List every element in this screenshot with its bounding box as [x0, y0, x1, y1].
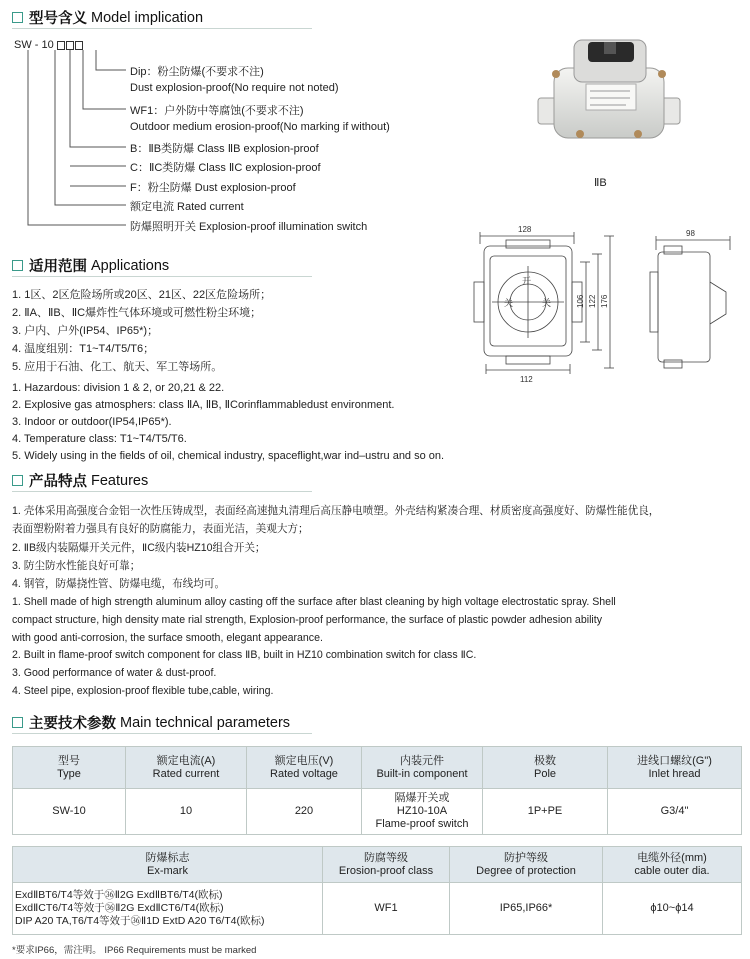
model-line: F：粉尘防爆 Dust explosion-proof — [130, 182, 296, 194]
app-cn-item: 1. 1区、2区危险场所或20区、21区、22区危险场所； — [12, 289, 272, 301]
header-current: 额定电流(A) Rated current — [126, 747, 247, 789]
app-en-item: 1. Hazardous: division 1 & 2, or 20,21 & 22. — [12, 382, 225, 394]
feature-cn-item: 3. 防尘防水性能良好可靠； — [12, 560, 141, 572]
model-line: C：ⅡC类防爆 Class ⅡC explosion-proof — [130, 162, 321, 174]
feature-en-item: 4. Steel pipe, explosion-proof flexible tube,cable, wiring. — [12, 685, 274, 697]
cell-erosion: WF1 — [323, 883, 450, 935]
app-cn-item: 4. 温度组别：T1~T4/T5/T6； — [12, 343, 155, 355]
section-title-applications: 适用范围 Applications — [12, 255, 169, 276]
model-line: 额定电流 Rated current — [130, 201, 244, 213]
section-title-features: 产品特点 Features — [12, 470, 148, 491]
checkbox-icon — [12, 475, 23, 486]
app-cn-item: 2. ⅡA、ⅡB、ⅡC爆炸性气体环境或可燃性粉尘环境； — [12, 307, 262, 319]
cell-type: SW-10 — [13, 789, 126, 835]
params-table-2 — [12, 846, 742, 935]
dim-98: 98 — [686, 229, 695, 238]
header-exmark: 防爆标志 Ex-mark — [13, 847, 323, 883]
checkbox-icon — [12, 260, 23, 271]
feature-en-item: with good anti-corrosion, the surface smooth, elegant appearance. — [12, 632, 323, 644]
cell-voltage: 220 — [247, 789, 362, 835]
section-rule — [12, 733, 312, 734]
table-row — [13, 883, 742, 935]
header-voltage: 额定电压(V) Rated voltage — [247, 747, 362, 789]
cell-thread: G3/4" — [608, 789, 742, 835]
cell-current: 10 — [126, 789, 247, 835]
app-en-item: 5. Widely using in the fields of oil, chemical industry, spaceflight,war ind–ustru and so on. — [12, 450, 445, 462]
model-line: Outdoor medium erosion-proof(No marking if without) — [130, 121, 390, 133]
feature-en-item: 3. Good performance of water & dust-proof. — [12, 667, 217, 679]
header-erosion: 防腐等级 Erosion-proof class — [323, 847, 450, 883]
header-cable: 电缆外径(mm) cable outer dia. — [603, 847, 742, 883]
mark-open: 开 — [522, 277, 532, 287]
table-header-row — [13, 747, 742, 789]
header-type: 型号 Type — [13, 747, 126, 789]
header-thread: 进线口螺纹(G") Inlet hread — [608, 747, 742, 789]
section-title-params: 主要技术参数 Main technical parameters — [12, 712, 290, 733]
app-cn-item: 3. 户内、户外(IP54、IP65*)； — [12, 325, 159, 337]
app-cn-item: 5. 应用于石油、化工、航天、军工等场所。 — [12, 361, 223, 373]
model-line: Dust explosion-proof(No require not noted) — [130, 82, 339, 94]
dim-106: 106 — [576, 294, 585, 308]
model-line: WF1：户外防中等腐蚀(不要求不注) — [130, 105, 304, 117]
app-en-item: 3. Indoor or outdoor(IP54,IP65*). — [12, 416, 172, 428]
table-header-row — [13, 847, 742, 883]
cell-component: 隔爆开关或 HZ10-10A Flame-proof switch — [362, 789, 483, 835]
footnote: *要求IP66，需注明。 IP66 Requirements must be marked — [12, 945, 257, 956]
dim-122: 122 — [588, 294, 597, 308]
params-table-1 — [12, 746, 742, 835]
app-en-item: 2. Explosive gas atmosphers: class ⅡA, ⅡB, ⅡCorinflammabledust environment. — [12, 399, 395, 411]
feature-cn-item: 1. 壳体采用高强度合金铝一次性压铸成型，表面经高速抛丸清理后高压静电喷塑。外壳结构紧凑合理、材质密度高强度好、防爆性能优良， — [12, 505, 660, 517]
cell-cable: ϕ10~ϕ14 — [603, 883, 742, 935]
model-code: SW - 10 — [14, 39, 83, 51]
section-rule — [12, 276, 312, 277]
model-bracket-lines — [0, 0, 140, 240]
model-line: 防爆照明开关 Explosion-proof illumination switch — [130, 221, 368, 233]
app-en-item: 4. Temperature class: T1~T4/T5/T6. — [12, 433, 187, 445]
header-pole: 极数 Pole — [483, 747, 608, 789]
checkbox-icon — [12, 717, 23, 728]
mark-close-right: 关 — [542, 299, 552, 309]
feature-cn-item: 表面塑粉附着力强具有良好的防腐能力，表面光洁，美观大方； — [12, 523, 309, 535]
dim-112: 112 — [520, 375, 533, 382]
model-line: B：ⅡB类防爆 Class ⅡB explosion-proof — [130, 143, 319, 155]
feature-en-item: compact structure, high density mate rial strength, Explosion-proof performance, the surface of plastic powder adhesion ability — [12, 614, 603, 626]
feature-cn-item: 4. 钢管，防爆挠性管、防爆电缆，布线均可。 — [12, 578, 226, 590]
section-rule — [12, 491, 312, 492]
cell-protection: IP65,IP66* — [450, 883, 603, 935]
section-title-model: 型号含义 Model implication — [12, 7, 203, 28]
mark-close-left: 关 — [504, 299, 514, 309]
feature-en-item: 1. Shell made of high strength aluminum alloy casting off the surface after blast cleaning by high voltage electrostatic spray. Shell — [12, 596, 616, 608]
feature-en-item: 2. Built in flame-proof switch component for class ⅡB, built in HZ10 combination switch for class ⅡC. — [12, 649, 477, 661]
product-photo — [530, 28, 690, 158]
product-caption: ⅡB — [594, 177, 607, 189]
dim-128: 128 — [518, 225, 532, 234]
dim-176: 176 — [600, 294, 609, 308]
cell-pole: 1P+PE — [483, 789, 608, 835]
dimension-drawing — [460, 222, 750, 382]
model-line: Dip：粉尘防爆(不要求不注) — [130, 66, 264, 78]
cell-exmark: ExdⅡBT6/T4等效于㊱Ⅱ2G ExdⅡBT6/T4(欧标) ExdⅡCT6/T4等效于㊱Ⅱ2G ExdⅡCT6/T4(欧标) DIP A20 TA,T6/T4等效于㊱Ⅱ1D ExtD A20 T6/T4(欧标) — [13, 883, 323, 935]
feature-cn-item: 2. ⅡB级内装隔爆开关元件，ⅡC级内装HZ10组合开关； — [12, 542, 266, 554]
table-row — [13, 789, 742, 835]
header-protection: 防护等级 Degree of protection — [450, 847, 603, 883]
header-component: 内装元件 Built-in component — [362, 747, 483, 789]
